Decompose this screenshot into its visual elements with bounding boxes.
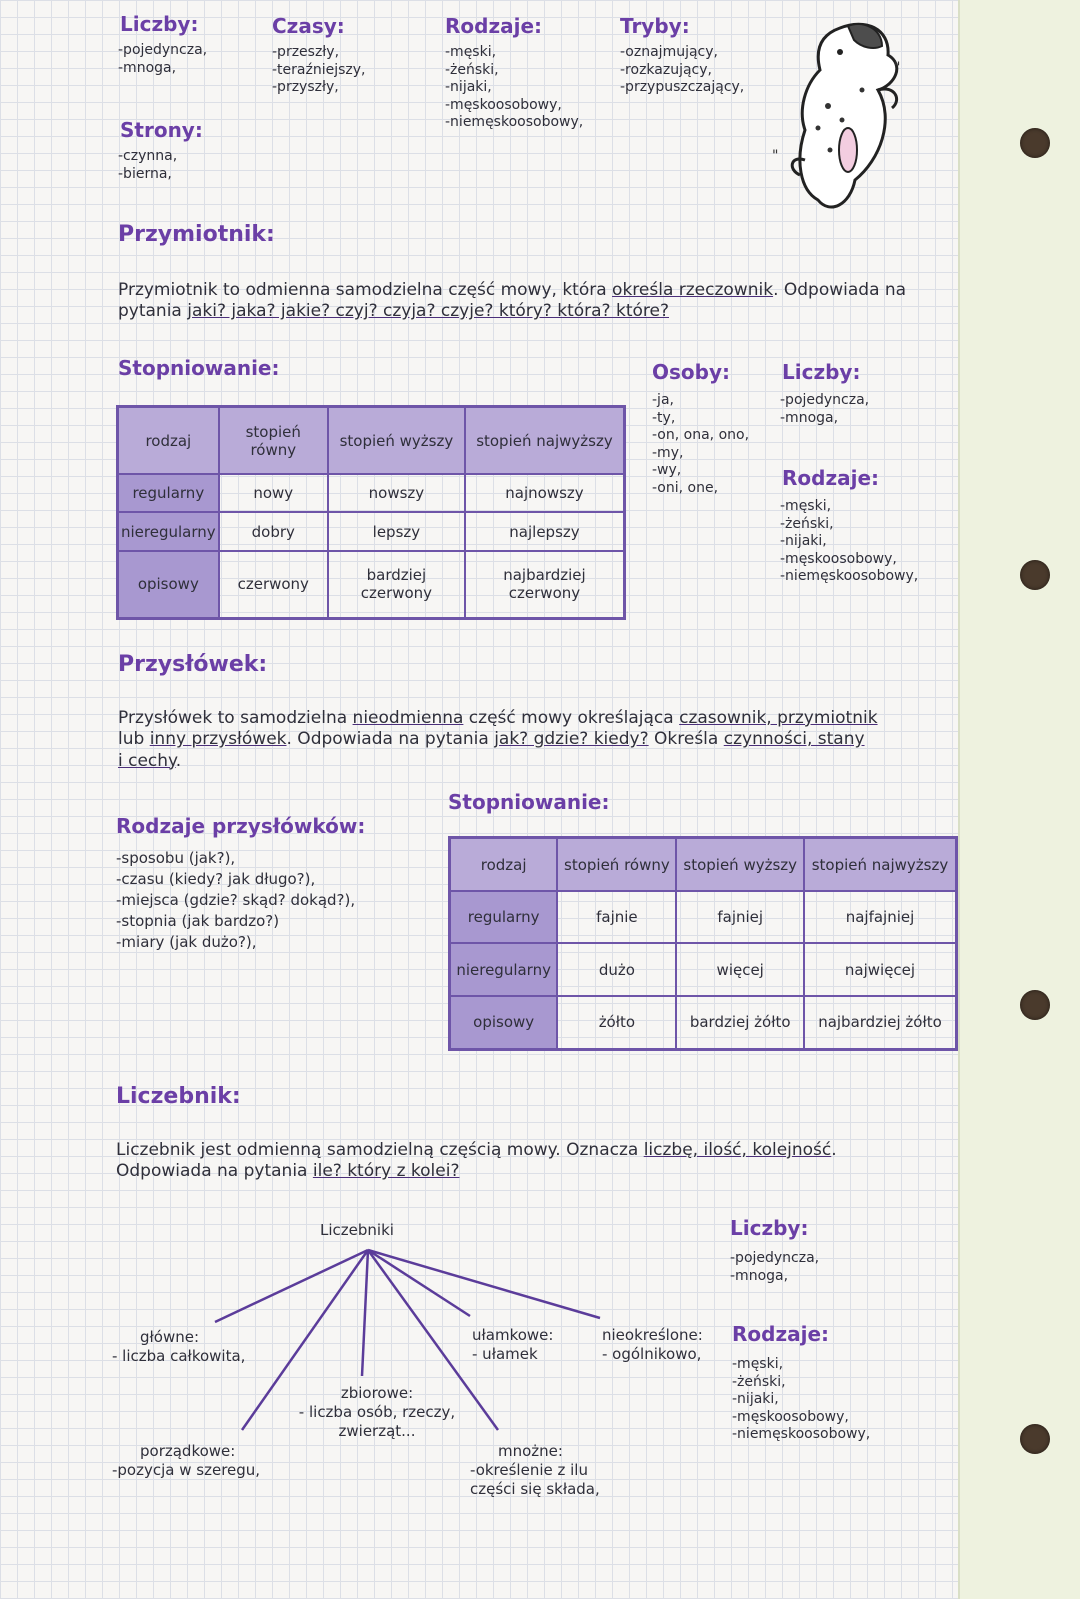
- list-item: -nijaki,: [445, 79, 492, 95]
- przyslowek-heading: Przysłówek:: [118, 652, 268, 677]
- table-cell: najlepszy: [465, 512, 625, 550]
- rodzaje-przyslowkow-title: Rodzaje przysłówków:: [116, 814, 366, 838]
- list-item: -męskoosobowy,: [780, 550, 897, 567]
- table-header-cell: stopień najwyższy: [804, 838, 957, 892]
- tree-node-porzadkowe: [112, 1442, 260, 1480]
- node-title: porządkowe:: [140, 1442, 236, 1460]
- table-header-cell: stopień wyższy: [328, 407, 465, 475]
- strony-title: Strony:: [120, 118, 203, 142]
- list-item: -teraźniejszy,: [272, 61, 366, 78]
- list-item: -wy,: [652, 462, 682, 478]
- svg-text:": ": [894, 60, 901, 76]
- table-cell: najbardziej czerwony: [465, 551, 625, 619]
- definition-underlined: czasownik, przymiotnik: [679, 708, 878, 728]
- stopniowanie-title: Stopniowanie:: [118, 356, 280, 380]
- tryby-title: Tryby:: [620, 14, 690, 38]
- liczby-title: Liczby:: [120, 12, 199, 36]
- node-title: ułamkowe:: [472, 1326, 554, 1344]
- tree-node-nieokreslone: [602, 1326, 703, 1364]
- rodzaje-list-3: [732, 1356, 870, 1444]
- list-item: -bierna,: [118, 165, 172, 182]
- liczby-list-3: [730, 1250, 819, 1285]
- czasy-title: Czasy:: [272, 14, 345, 38]
- binder-hole: [1020, 128, 1050, 158]
- node-desc: - ogólnikowo,: [602, 1344, 702, 1363]
- list-item: -mnoga,: [780, 409, 839, 426]
- list-item: -męski,: [445, 44, 497, 60]
- liczby-title-2: Liczby:: [782, 360, 861, 384]
- list-item: -męskoosobowy,: [445, 96, 562, 113]
- branch-line: [215, 1250, 368, 1322]
- table-cell: czerwony: [219, 551, 328, 619]
- list-item: -stopnia (jak bardzo?): [116, 912, 280, 930]
- list-item: -rozkazujący,: [620, 61, 712, 78]
- list-item: -niemęskoosobowy,: [732, 1426, 871, 1442]
- tree-node-ulamkowe: [472, 1326, 553, 1364]
- list-item: -ja,: [652, 392, 674, 408]
- definition-underlined: i cechy: [118, 750, 176, 771]
- definition-text: .: [175, 750, 182, 771]
- list-item: -nijaki,: [780, 533, 827, 549]
- table-cell: opisowy: [450, 996, 558, 1050]
- table-cell: nowy: [219, 474, 328, 512]
- table-cell: żółto: [557, 996, 676, 1050]
- list-item: -żeński,: [780, 515, 834, 532]
- node-title: zbiorowe:: [340, 1384, 414, 1402]
- table-cell: bardziej żółto: [676, 996, 804, 1050]
- tree-node-glowne: [112, 1328, 245, 1366]
- list-item: -miary (jak dużo?),: [116, 933, 257, 951]
- node-title: mnożne:: [498, 1442, 563, 1460]
- binder-hole: [1020, 1424, 1050, 1454]
- list-item: -męski,: [732, 1356, 784, 1372]
- svg-text:": ": [772, 148, 779, 164]
- definition-text: . Odpowiada na pytania: [286, 729, 495, 750]
- list-item: -czynna,: [118, 148, 178, 164]
- definition-text: .: [831, 1140, 837, 1160]
- rodzaje-title-2: Rodzaje:: [782, 466, 880, 490]
- binder-hole: [1020, 990, 1050, 1020]
- rodzaje-title-3: Rodzaje:: [732, 1322, 830, 1346]
- list-item: -oni, one,: [652, 479, 719, 496]
- list-item: -męskoosobowy,: [732, 1408, 849, 1425]
- branch-line: [368, 1250, 600, 1318]
- node-desc: - liczba osób, rzeczy, zwierząt...: [298, 1402, 456, 1440]
- node-desc: -pozycja w szeregu,: [112, 1460, 261, 1479]
- list-item: -przeszły,: [272, 44, 340, 60]
- definition-text: lub: [118, 729, 150, 750]
- list-item: -męski,: [780, 498, 832, 514]
- binder-hole: [1020, 560, 1050, 590]
- list-item: -my,: [652, 444, 684, 461]
- page-margin: [958, 0, 1080, 1599]
- list-item: -pojedyncza,: [730, 1250, 820, 1266]
- list-item: -nijaki,: [732, 1391, 779, 1407]
- definition-underlined: inny przysłówek: [149, 729, 287, 750]
- rodzaje-title: Rodzaje:: [445, 14, 543, 38]
- tree-node-mnozne: [470, 1442, 620, 1498]
- list-item: -żeński,: [445, 61, 499, 78]
- list-item: -ty,: [652, 409, 676, 426]
- table-cell: najwięcej: [804, 943, 957, 995]
- list-item: -pojedyncza,: [780, 392, 870, 408]
- definition-underlined: jak? gdzie? kiedy?: [494, 729, 649, 750]
- list-item: -niemęskoosobowy,: [780, 568, 919, 584]
- table-cell: dużo: [557, 943, 676, 995]
- table-cell: bardziej czerwony: [328, 551, 465, 619]
- table-header-cell: rodzaj: [118, 407, 219, 475]
- list-item: -pojedyncza,: [118, 42, 208, 58]
- node-desc: -określenie z ilu części się składa,: [470, 1460, 600, 1498]
- node-title: główne:: [140, 1328, 200, 1346]
- definition-underlined: liczbę, ilość, kolejność: [643, 1140, 832, 1160]
- list-item: -oznajmujący,: [620, 44, 718, 60]
- list-item: -żeński,: [732, 1373, 786, 1390]
- table-cell: lepszy: [328, 512, 465, 550]
- przymiotnik-heading: Przymiotnik:: [118, 222, 275, 247]
- list-item: -niemęskoosobowy,: [445, 114, 584, 130]
- definition-underlined: jaki? jaka? jakie? czyj? czyja? czyje? który? która? które?: [187, 301, 669, 322]
- list-item: -sposobu (jak?),: [116, 849, 236, 867]
- branch-line: [368, 1250, 470, 1316]
- list-item: -mnoga,: [118, 59, 177, 76]
- list-item: -przypuszczający,: [620, 79, 745, 95]
- node-desc: - ułamek: [472, 1344, 538, 1363]
- table-cell: fajniej: [676, 891, 804, 943]
- tree-node-zbiorowe: [292, 1384, 462, 1440]
- definition-text: część mowy określająca: [463, 708, 680, 728]
- list-item: -przyszły,: [272, 79, 339, 95]
- table-cell: regularny: [118, 474, 219, 512]
- list-item: -mnoga,: [730, 1267, 789, 1284]
- table-cell: najnowszy: [465, 474, 625, 512]
- tree-root-label: Liczebniki: [320, 1221, 394, 1239]
- osoby-title: Osoby:: [652, 360, 730, 384]
- table-cell: nieregularny: [118, 512, 219, 550]
- definition-underlined: czynności, stany: [723, 729, 865, 750]
- definition-text: Określa: [648, 729, 724, 750]
- liczebnik-heading: Liczebnik:: [116, 1084, 241, 1109]
- table-cell: opisowy: [118, 551, 219, 619]
- table-header-cell: stopień równy: [557, 838, 676, 892]
- table-cell: nieregularny: [450, 943, 558, 995]
- definition-text: Przysłówek to samodzielna: [118, 708, 353, 728]
- stopniowanie-title-2: Stopniowanie:: [448, 790, 610, 814]
- table-header-cell: stopień najwyższy: [465, 407, 625, 475]
- definition-text: . Odpowiada na pytania: [118, 280, 907, 322]
- table-cell: nowszy: [328, 474, 465, 512]
- list-item: -on, ona, ono,: [652, 427, 750, 443]
- table-cell: regularny: [450, 891, 558, 943]
- node-desc: - liczba całkowita,: [112, 1346, 246, 1365]
- node-title: nieokreślone:: [602, 1326, 703, 1344]
- liczby-title-3: Liczby:: [730, 1216, 809, 1240]
- list-item: -miejsca (gdzie? skąd? dokąd?),: [116, 891, 356, 909]
- definition-underlined: nieodmienna: [352, 708, 464, 728]
- table-cell: najfajniej: [804, 891, 957, 943]
- definition-text: Liczebnik jest odmienną samodzielną częścią mowy. Oznacza: [116, 1140, 644, 1160]
- table-cell: dobry: [219, 512, 328, 550]
- table-header-cell: stopień równy: [219, 407, 328, 475]
- definition-text: Przymiotnik to odmienna samodzielna część mowy, która: [118, 280, 613, 300]
- list-item: -czasu (kiedy? jak długo?),: [116, 870, 316, 888]
- table-header-cell: stopień wyższy: [676, 838, 804, 892]
- table-cell: najbardziej żółto: [804, 996, 957, 1050]
- definition-underlined: ile? który z kolei?: [312, 1161, 460, 1182]
- table-header-cell: rodzaj: [450, 838, 558, 892]
- table-cell: fajnie: [557, 891, 676, 943]
- definition-underlined: określa rzeczownik: [612, 280, 774, 300]
- definition-text: Odpowiada na pytania: [116, 1161, 313, 1182]
- branch-line: [362, 1250, 368, 1376]
- table-cell: więcej: [676, 943, 804, 995]
